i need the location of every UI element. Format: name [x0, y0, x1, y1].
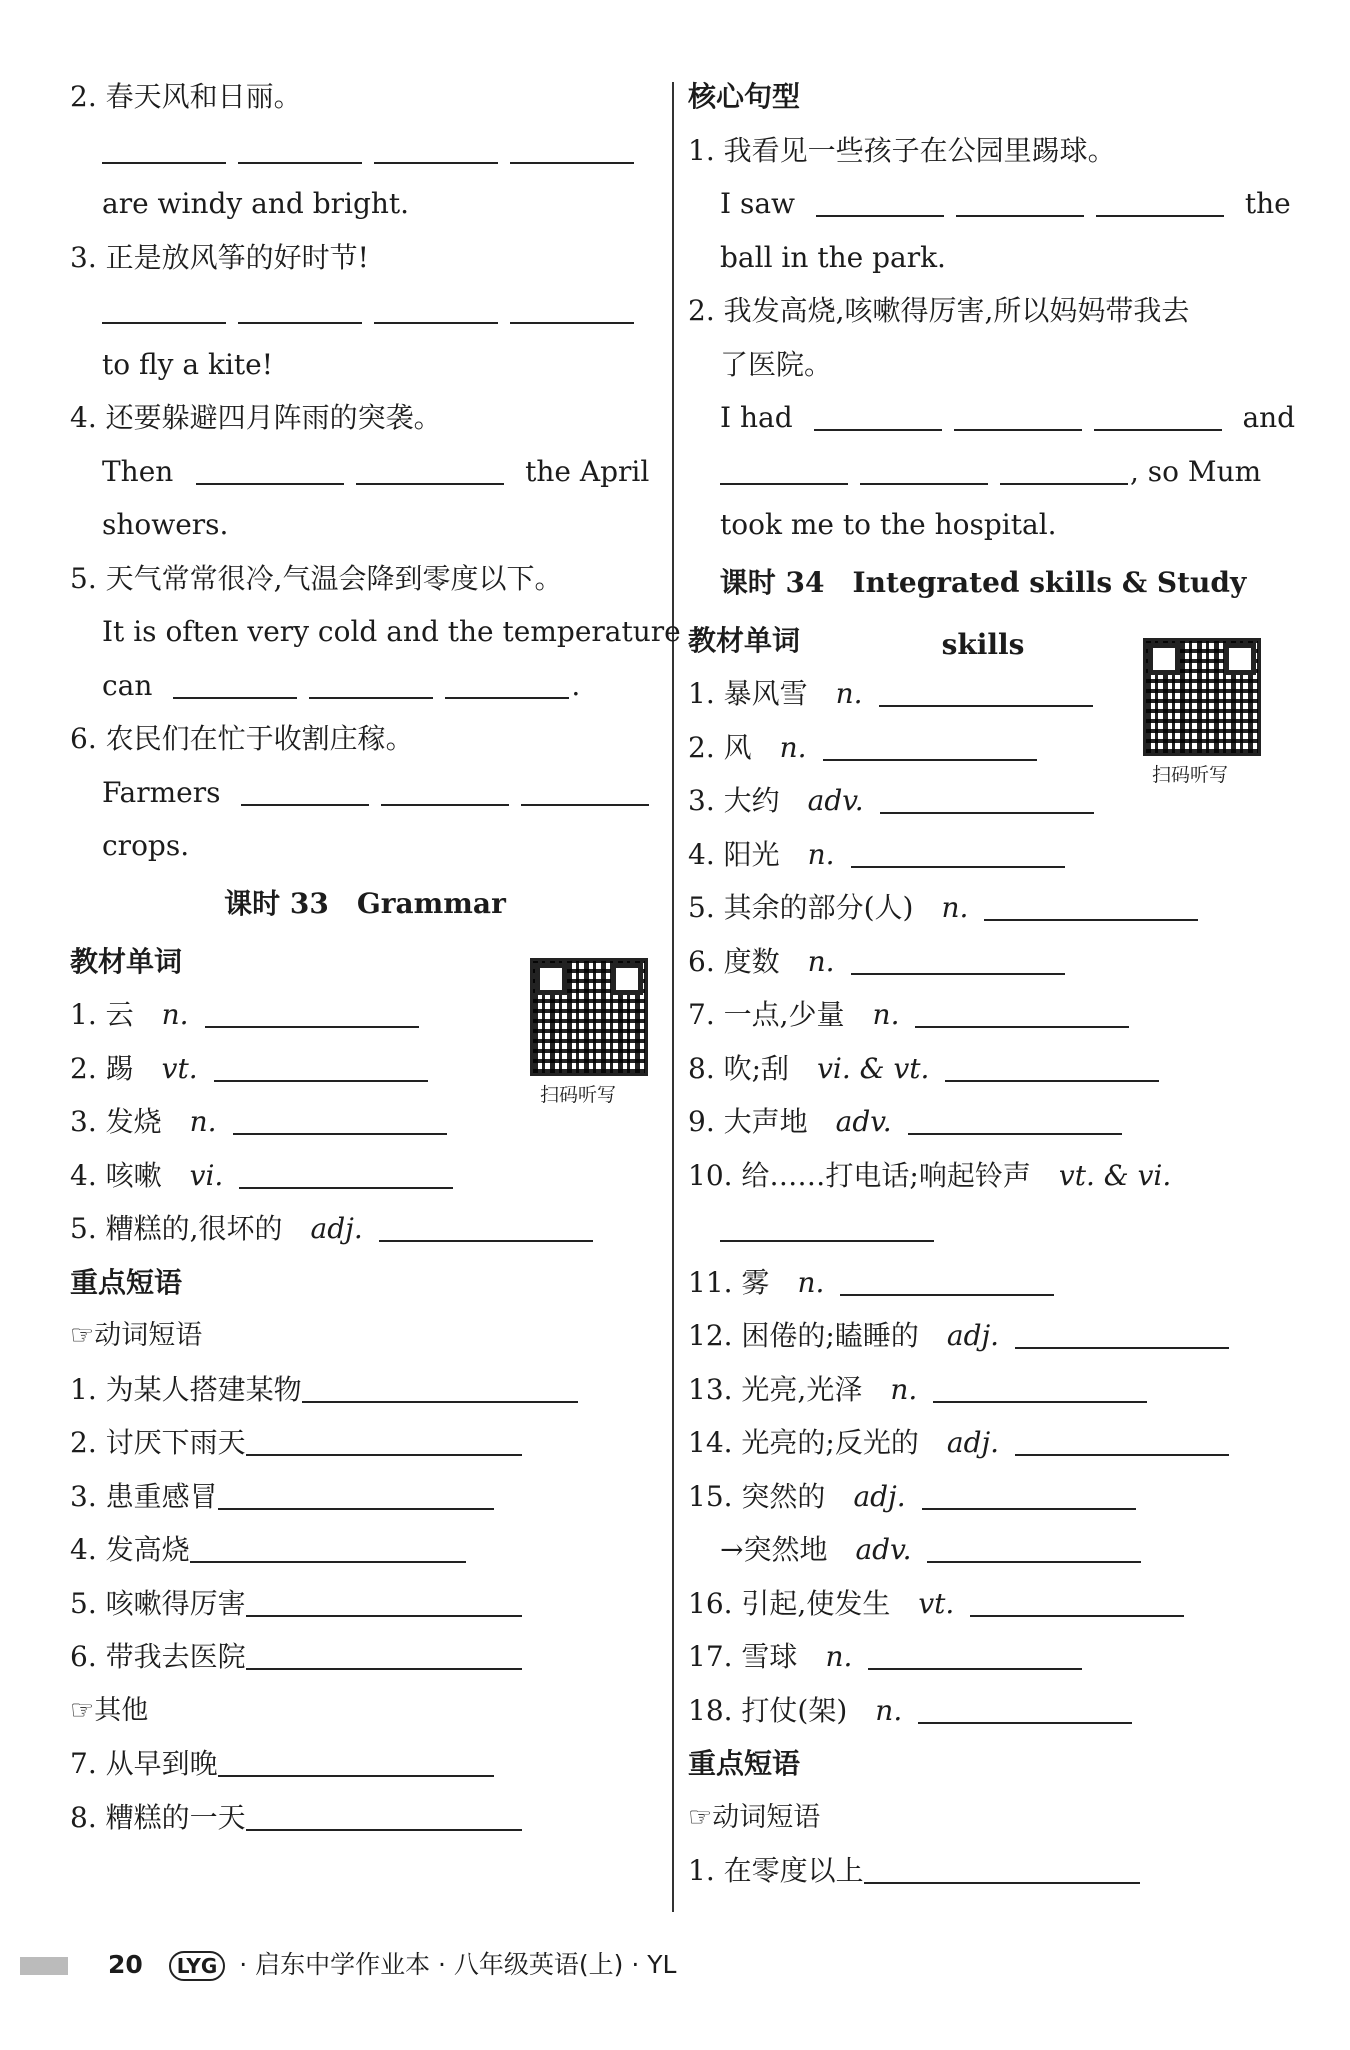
answer-blank[interactable]	[908, 1099, 1122, 1135]
answer-blank[interactable]	[246, 1581, 522, 1617]
answer-blank[interactable]	[915, 992, 1129, 1028]
answer-blank[interactable]	[302, 1367, 578, 1403]
phrase-zh: 4. 发高烧	[70, 1533, 190, 1566]
word-item	[70, 988, 660, 1042]
word-item	[688, 935, 1278, 989]
sentence-2-en: are windy and bright.	[102, 187, 410, 220]
qr-label: 扫码听写	[540, 1084, 617, 1106]
word-pos: adj.	[310, 1212, 363, 1245]
word-zh: 7. 一点,少量	[688, 998, 845, 1031]
word-pos: n.	[890, 1372, 918, 1406]
answer-blank[interactable]	[879, 671, 1093, 707]
answer-blank[interactable]	[379, 1206, 593, 1242]
core-2-zh: 2. 我发高烧,咳嗽得厉害,所以妈妈带我去	[688, 294, 1190, 327]
core-sentences-heading: 核心句型	[688, 80, 801, 113]
word-zh: 6. 度数	[688, 944, 780, 978]
sentence-3-zh: 3. 正是放风筝的好时节!	[70, 240, 369, 274]
footer-bar	[20, 1957, 68, 1975]
word-pos: adv.	[807, 784, 864, 817]
word-zh: 1. 云	[70, 998, 134, 1031]
answer-blank[interactable]	[381, 770, 509, 806]
answer-blank[interactable]	[823, 725, 1037, 761]
word-pos: n.	[161, 998, 189, 1031]
phrase-zh: 8. 糟糕的一天	[70, 1800, 246, 1834]
answer-blank[interactable]	[173, 663, 297, 699]
answer-blank[interactable]	[922, 1474, 1136, 1510]
phrase-item	[70, 1791, 660, 1845]
core-1-zh: 1. 我看见一些孩子在公园里踢球。	[688, 133, 1116, 167]
answer-blank[interactable]	[233, 1099, 447, 1135]
word-pos: n.	[807, 944, 835, 978]
sentence-3-en: to fly a kite!	[102, 347, 273, 381]
answer-blank[interactable]	[102, 128, 226, 164]
answer-blank[interactable]	[1015, 1420, 1229, 1456]
answer-blank[interactable]	[970, 1581, 1184, 1617]
phrase-zh: 7. 从早到晚	[70, 1747, 218, 1780]
answer-blank[interactable]	[218, 1474, 494, 1510]
publisher-logo: LYG	[169, 1951, 226, 1981]
phrase-zh: 6. 带我去医院	[70, 1640, 246, 1673]
sentence-4-end: showers.	[102, 508, 229, 541]
word-item	[688, 1523, 1278, 1577]
word-pos: n.	[875, 1693, 903, 1727]
word-zh: →突然地	[720, 1533, 828, 1566]
answer-blank[interactable]	[356, 449, 504, 485]
word-item	[688, 667, 1278, 721]
answer-blank[interactable]	[102, 288, 226, 324]
sentence-4-en	[70, 445, 660, 499]
answer-blank[interactable]	[851, 939, 1065, 975]
word-pos: vi. & vt.	[817, 1051, 930, 1085]
answer-blank[interactable]	[190, 1527, 466, 1563]
answer-blank[interactable]	[954, 395, 1082, 431]
core-2-start: I had	[720, 401, 793, 434]
phrase-item	[70, 1737, 660, 1791]
answer-blank[interactable]	[1000, 449, 1128, 485]
phrase-zh: 1. 为某人搭建某物	[70, 1372, 302, 1406]
column-divider	[672, 82, 674, 1912]
lesson-34-title: 课时 34 Integrated skills & Study skills	[719, 565, 1247, 661]
word-item	[688, 1416, 1278, 1470]
core-1-mid: the	[1244, 187, 1291, 220]
right-column	[688, 70, 1296, 1898]
word-zh: 5. 糟糕的,很坏的	[70, 1212, 283, 1245]
word-zh: 2. 风	[688, 730, 752, 764]
word-zh: 15. 突然的	[688, 1479, 826, 1513]
word-item	[688, 1256, 1278, 1310]
book-title: · 启东中学作业本 · 八年级英语(上) · YL	[239, 1950, 677, 1979]
word-item	[688, 1577, 1278, 1631]
word-item	[688, 774, 1278, 828]
sentence-5-can: can	[102, 668, 153, 702]
sentence-2-blanks	[70, 124, 660, 178]
phrase-zh: 1. 在零度以上	[688, 1854, 864, 1887]
word-pos: n.	[797, 1265, 825, 1299]
word-zh: 8. 吹;刮	[688, 1051, 790, 1085]
core-2-zh-cont: 了医院。	[720, 347, 833, 381]
phrases-heading: 重点短语	[688, 1747, 801, 1780]
word-pos: n.	[872, 998, 900, 1031]
answer-blank[interactable]	[956, 181, 1084, 217]
others-label: ☞其他	[70, 1694, 149, 1726]
word-zh: 4. 咳嗽	[70, 1158, 162, 1192]
answer-blank[interactable]	[374, 288, 498, 324]
answer-blank[interactable]	[918, 1688, 1132, 1724]
answer-blank[interactable]	[1094, 395, 1222, 431]
word-pos: n.	[835, 677, 863, 710]
answer-blank[interactable]	[510, 128, 634, 164]
words-heading: 教材单词	[70, 944, 183, 978]
word-pos: adj.	[946, 1426, 1000, 1459]
word-pos: vt.	[161, 1051, 198, 1085]
answer-blank[interactable]	[246, 1795, 522, 1831]
word-pos: adj.	[946, 1319, 1000, 1352]
sentence-6-start: Farmers	[102, 775, 221, 809]
sentence-2-zh: 2. 春天风和日丽。	[70, 80, 302, 113]
lesson-33-title: 课时 33 Grammar	[224, 886, 506, 920]
answer-blank[interactable]	[1096, 181, 1224, 217]
phrase-zh: 2. 讨厌下雨天	[70, 1426, 246, 1459]
answer-blank[interactable]	[309, 663, 433, 699]
word-item	[70, 1149, 660, 1203]
answer-blank[interactable]	[445, 663, 569, 699]
word-pos: adv.	[855, 1533, 912, 1566]
word-item	[688, 1630, 1278, 1684]
word-zh: 10. 给……打电话;响起铃声	[688, 1158, 1031, 1192]
word-pos: n.	[779, 730, 807, 764]
answer-blank[interactable]	[945, 1046, 1159, 1082]
word-item	[70, 1095, 660, 1149]
word-item	[688, 1363, 1278, 1417]
word-item	[688, 721, 1278, 775]
sentence-5-blanks: can .	[70, 659, 660, 713]
answer-blank[interactable]	[196, 449, 344, 485]
answer-blank[interactable]	[927, 1527, 1141, 1563]
word-zh: 17. 雪球	[688, 1640, 798, 1673]
word-zh: 1. 暴风雪	[688, 677, 808, 710]
answer-blank[interactable]	[851, 832, 1065, 868]
word-zh: 16. 引起,使发生	[688, 1586, 891, 1620]
phrases-heading: 重点短语	[70, 1265, 183, 1299]
word-item	[688, 1470, 1278, 1524]
word-item	[688, 1309, 1278, 1363]
phrase-item	[70, 1630, 660, 1684]
phrase-item	[70, 1523, 660, 1577]
phrase-item	[70, 1363, 660, 1417]
core-2-end: took me to the hospital.	[720, 508, 1057, 541]
phrase-zh: 3. 患重感冒	[70, 1479, 218, 1513]
answer-blank[interactable]	[720, 449, 848, 485]
answer-blank[interactable]	[880, 778, 1094, 814]
core-1-en	[688, 177, 1291, 231]
word-zh: 3. 发烧	[70, 1105, 162, 1138]
sentence-4-start: Then	[102, 454, 174, 488]
word-item	[688, 828, 1278, 882]
verb-phrases-label: ☞动词短语	[70, 1320, 203, 1351]
qr-label: 扫码听写	[1152, 764, 1229, 786]
word-pos: n.	[807, 837, 835, 871]
word-zh: 18. 打仗(架)	[688, 1693, 848, 1727]
word-item	[70, 1202, 660, 1256]
core-1-start: I saw	[720, 187, 795, 220]
word-pos: n.	[941, 891, 969, 924]
answer-blank[interactable]	[933, 1367, 1147, 1403]
phrase-zh: 5. 咳嗽得厉害	[70, 1586, 246, 1620]
page-footer	[20, 1945, 676, 1985]
sentence-6-en	[70, 766, 660, 820]
answer-blank[interactable]	[214, 1046, 428, 1082]
word-zh: 14. 光亮的;反光的	[688, 1426, 919, 1459]
answer-blank[interactable]	[814, 395, 942, 431]
word-item	[688, 1684, 1278, 1738]
answer-blank[interactable]	[816, 181, 944, 217]
answer-blank[interactable]	[521, 770, 649, 806]
answer-blank[interactable]	[218, 1741, 494, 1777]
sentence-5-en: It is often very cold and the temperature	[102, 615, 681, 648]
word-pos: vt.	[918, 1586, 955, 1620]
answer-blank[interactable]	[984, 885, 1198, 921]
word-zh: 12. 困倦的;瞌睡的	[688, 1319, 919, 1352]
word-zh: 9. 大声地	[688, 1105, 808, 1138]
sentence-5-zh: 5. 天气常常很冷,气温会降到零度以下。	[70, 561, 563, 595]
core-2-blanks	[688, 445, 1278, 499]
word-10-blank-row	[688, 1202, 1278, 1256]
word-item	[688, 1042, 1278, 1096]
phrase-item	[70, 1470, 660, 1524]
word-zh: 3. 大约	[688, 784, 780, 817]
core-2-so: , so Mum	[1130, 454, 1262, 488]
answer-blank[interactable]	[720, 1206, 934, 1242]
answer-blank[interactable]	[205, 992, 419, 1028]
word-item	[688, 988, 1278, 1042]
sentence-4-mid: the April	[525, 454, 650, 488]
word-item	[688, 881, 1278, 935]
answer-blank[interactable]	[840, 1260, 1054, 1296]
word-pos: vt. & vi.	[1058, 1158, 1172, 1192]
sentence-6-end: crops.	[102, 829, 190, 862]
core-2-en	[688, 391, 1296, 445]
word-item	[688, 1095, 1278, 1149]
word-zh: 5. 其余的部分(人)	[688, 891, 914, 924]
page-number: 20	[107, 1950, 143, 1979]
answer-blank[interactable]	[864, 1848, 1140, 1884]
word-pos: n.	[189, 1105, 217, 1138]
words-heading: 教材单词	[688, 623, 801, 657]
word-pos: vi.	[189, 1158, 224, 1192]
left-column	[70, 70, 681, 1844]
word-zh: 2. 踢	[70, 1051, 134, 1085]
answer-blank[interactable]	[241, 770, 369, 806]
answer-blank[interactable]	[238, 128, 362, 164]
sentence-4-zh: 4. 还要躲避四月阵雨的突袭。	[70, 401, 442, 434]
word-item-10	[688, 1149, 1278, 1203]
sentence-6-zh: 6. 农民们在忙于收割庄稼。	[70, 722, 414, 755]
word-item	[70, 1042, 660, 1096]
word-zh: 4. 阳光	[688, 837, 780, 871]
word-zh: 11. 雾	[688, 1265, 770, 1299]
phrase-item	[70, 1577, 660, 1631]
word-zh: 13. 光亮,光泽	[688, 1372, 863, 1406]
answer-blank[interactable]	[246, 1420, 522, 1456]
core-1-end: ball in the park.	[720, 240, 946, 274]
answer-blank[interactable]	[374, 128, 498, 164]
word-pos: adj.	[853, 1479, 906, 1513]
answer-blank[interactable]	[510, 288, 634, 324]
answer-blank[interactable]	[239, 1153, 453, 1189]
answer-blank[interactable]	[868, 1634, 1082, 1670]
answer-blank[interactable]	[246, 1634, 522, 1670]
word-pos: adv.	[835, 1105, 892, 1138]
core-2-and: and	[1242, 401, 1296, 434]
sentence-3-blanks	[70, 284, 660, 338]
answer-blank[interactable]	[238, 288, 362, 324]
phrase-item	[688, 1844, 1278, 1898]
word-pos: n.	[825, 1640, 853, 1673]
phrase-item	[70, 1416, 660, 1470]
answer-blank[interactable]	[860, 449, 988, 485]
answer-blank[interactable]	[1015, 1313, 1229, 1349]
verb-phrases-label: ☞动词短语	[688, 1801, 821, 1833]
